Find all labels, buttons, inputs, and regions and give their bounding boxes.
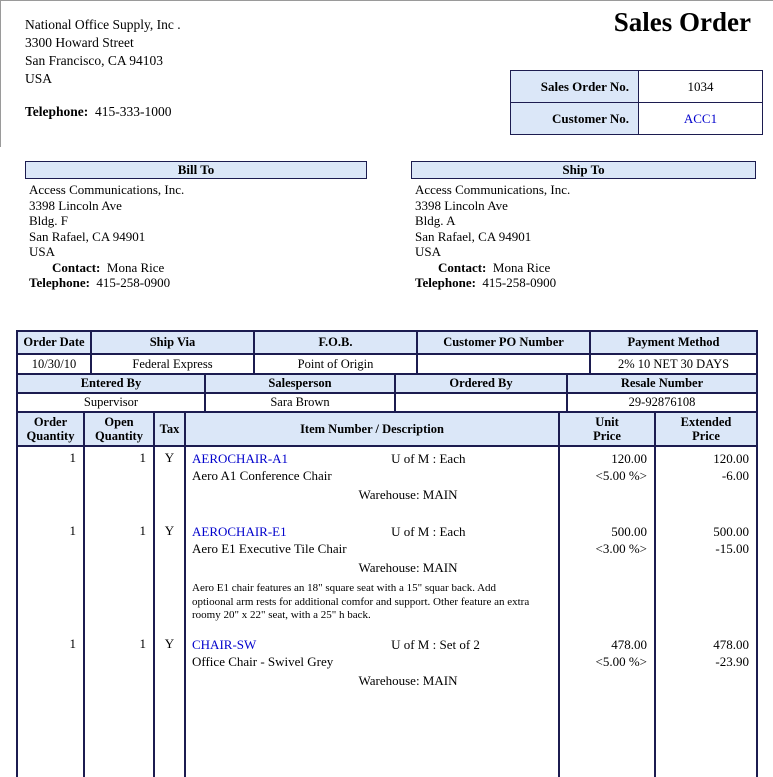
bill-to-contact-label: Contact: (52, 259, 101, 275)
page-title: Sales Order (613, 7, 751, 37)
header-line: Quantity (95, 429, 143, 443)
item-number-link[interactable]: CHAIR-SW (192, 637, 257, 652)
ship-to-street: 3398 Lincoln Ave (415, 197, 508, 213)
bill-to-street: 3398 Lincoln Ave (29, 197, 122, 213)
ordered-by-header: Ordered By (395, 374, 567, 393)
window-frame-left-edge (0, 0, 1, 147)
line-item-row (17, 633, 757, 777)
entered-by-header: Entered By (17, 374, 205, 393)
order-qty-cell: 1 (17, 520, 84, 633)
sales-order-no-label: Sales Order No. (511, 71, 639, 103)
entered-by-value: Supervisor (17, 393, 205, 412)
bill-to-city: San Rafael, CA 94901 (29, 228, 146, 244)
bill-to-address-block (29, 182, 184, 291)
extended-discount-value: -15.00 (715, 541, 749, 556)
ordered-by-value (395, 393, 567, 412)
seller-telephone-value: 415-333-1000 (95, 104, 172, 119)
order-number-box (510, 70, 763, 135)
warehouse-text: Warehouse: MAIN (358, 673, 458, 688)
open-quantity-header (84, 412, 154, 446)
header-line: Price (593, 429, 621, 443)
ship-to-contact-value: Mona Rice (492, 259, 551, 275)
order-date-value: 10/30/10 (17, 354, 91, 374)
unit-of-measure: U of M : Each (391, 524, 466, 539)
ship-to-city: San Rafael, CA 94901 (415, 228, 532, 244)
discount-value: <3.00 %> (595, 541, 647, 556)
item-description-cell (185, 446, 559, 520)
bill-to-bldg: Bldg. F (29, 213, 69, 228)
header-line: Open (104, 415, 134, 429)
window-frame-top-edge (0, 0, 773, 1)
discount-value: <5.00 %> (595, 468, 647, 483)
item-number-link[interactable]: AEROCHAIR-E1 (192, 524, 287, 539)
item-line-1 (192, 523, 554, 540)
item-line-1 (192, 636, 554, 653)
tax-cell: Y (154, 520, 185, 633)
extended-discount-value: -23.90 (715, 654, 749, 669)
warehouse-text: Warehouse: MAIN (358, 560, 458, 575)
open-qty-cell: 1 (84, 520, 154, 633)
item-description-text: Aero E1 Executive Tile Chair (192, 541, 347, 556)
payment-method-header: Payment Method (590, 331, 757, 354)
header-line: Quantity (26, 429, 75, 443)
extended-price-value: 478.00 (713, 637, 749, 652)
line-item-row (17, 446, 757, 520)
table-row (17, 393, 757, 412)
tax-cell: Y (154, 446, 185, 520)
bill-to-telephone-line (29, 275, 184, 291)
unit-price-cell (559, 520, 655, 633)
bill-to-contact-value: Mona Rice (106, 259, 165, 275)
ship-to-contact-line (415, 260, 570, 276)
table-row (17, 331, 757, 354)
unit-price-value: 478.00 (611, 637, 647, 652)
header-line: Order (33, 415, 68, 429)
ship-to-telephone-line (415, 275, 570, 291)
item-description-text: Office Chair - Swivel Grey (192, 654, 334, 669)
ship-via-value: Federal Express (91, 354, 254, 374)
fob-value: Point of Origin (254, 354, 417, 374)
line-item-row (17, 520, 757, 633)
extended-price-header (655, 412, 757, 446)
customer-no-link[interactable]: ACC1 (639, 103, 763, 135)
ship-to-name: Access Communications, Inc. (415, 182, 571, 197)
tax-header: Tax (154, 412, 185, 446)
seller-telephone-line (25, 103, 181, 121)
order-info-table (16, 330, 758, 375)
extended-price-value: 500.00 (713, 524, 749, 539)
tax-cell: Y (154, 633, 185, 777)
bill-to-country: USA (29, 244, 56, 259)
customer-po-header: Customer PO Number (417, 331, 590, 354)
table-row (511, 71, 763, 103)
seller-street: 3300 Howard Street (25, 35, 134, 50)
discount-value: <5.00 %> (595, 654, 647, 669)
order-qty-cell: 1 (17, 446, 84, 520)
bill-to-telephone-value: 415-258-0900 (96, 275, 171, 290)
order-details-section (16, 330, 756, 777)
payment-method-value: 2% 10 NET 30 DAYS (590, 354, 757, 374)
item-long-description: Aero E1 chair features an 18" square seat with a 15" squar back. Add optioonal arm rests for additional comfor and support. Other feature an extra roomy 20" x 22" seat, with a 25" h back. (192, 582, 530, 621)
bill-to-header: Bill To (25, 161, 367, 179)
extended-discount-value: -6.00 (721, 468, 749, 483)
item-description-header: Item Number / Description (185, 412, 559, 446)
extended-price-cell (655, 520, 757, 633)
salesperson-header: Salesperson (205, 374, 395, 393)
item-description-cell (185, 520, 559, 633)
item-number-link[interactable]: AEROCHAIR-A1 (192, 451, 289, 466)
resale-number-header: Resale Number (567, 374, 757, 393)
ship-to-bldg: Bldg. A (415, 213, 456, 228)
ship-to-telephone-label: Telephone: (415, 275, 476, 290)
seller-country: USA (25, 71, 53, 86)
open-qty-cell: 1 (84, 633, 154, 777)
bill-to-contact-line (29, 260, 184, 276)
unit-of-measure: U of M : Each (391, 451, 466, 466)
unit-of-measure: U of M : Set of 2 (391, 637, 480, 652)
ship-to-header: Ship To (411, 161, 756, 179)
header-line: Extended (680, 415, 732, 429)
bill-to-name: Access Communications, Inc. (29, 182, 185, 197)
warehouse-text: Warehouse: MAIN (358, 487, 458, 502)
item-line-1 (192, 450, 554, 467)
table-row (511, 103, 763, 135)
table-row (17, 412, 757, 446)
extended-price-value: 120.00 (713, 451, 749, 466)
ship-via-header: Ship Via (91, 331, 254, 354)
item-description-cell (185, 633, 559, 777)
ship-to-telephone-value: 415-258-0900 (482, 275, 557, 290)
header-line: Unit (595, 415, 619, 429)
seller-address-block (25, 16, 181, 121)
seller-city: San Francisco, CA 94103 (25, 53, 163, 68)
header-line: Price (692, 429, 720, 443)
seller-telephone-label: Telephone: (25, 104, 89, 119)
seller-name: National Office Supply, Inc . (25, 17, 181, 32)
unit-price-value: 500.00 (611, 524, 647, 539)
customer-no-label: Customer No. (511, 103, 639, 135)
unit-price-cell (559, 446, 655, 520)
table-row (17, 354, 757, 374)
sales-order-no-value: 1034 (639, 71, 763, 103)
unit-price-cell (559, 633, 655, 777)
fob-header: F.O.B. (254, 331, 417, 354)
ship-to-contact-label: Contact: (438, 259, 487, 275)
unit-price-header (559, 412, 655, 446)
open-qty-cell: 1 (84, 446, 154, 520)
bill-to-telephone-label: Telephone: (29, 275, 90, 290)
order-info-table-2 (16, 373, 758, 413)
item-description-text: Aero A1 Conference Chair (192, 468, 332, 483)
ship-to-address-block (415, 182, 570, 291)
resale-number-value: 29-92876108 (567, 393, 757, 412)
ship-to-country: USA (415, 244, 442, 259)
line-items-table (16, 411, 758, 777)
salesperson-value: Sara Brown (205, 393, 395, 412)
extended-price-cell (655, 446, 757, 520)
customer-po-value (417, 354, 590, 374)
order-qty-cell: 1 (17, 633, 84, 777)
table-row (17, 374, 757, 393)
extended-price-cell (655, 633, 757, 777)
order-quantity-header (17, 412, 84, 446)
order-date-header: Order Date (17, 331, 91, 354)
unit-price-value: 120.00 (611, 451, 647, 466)
